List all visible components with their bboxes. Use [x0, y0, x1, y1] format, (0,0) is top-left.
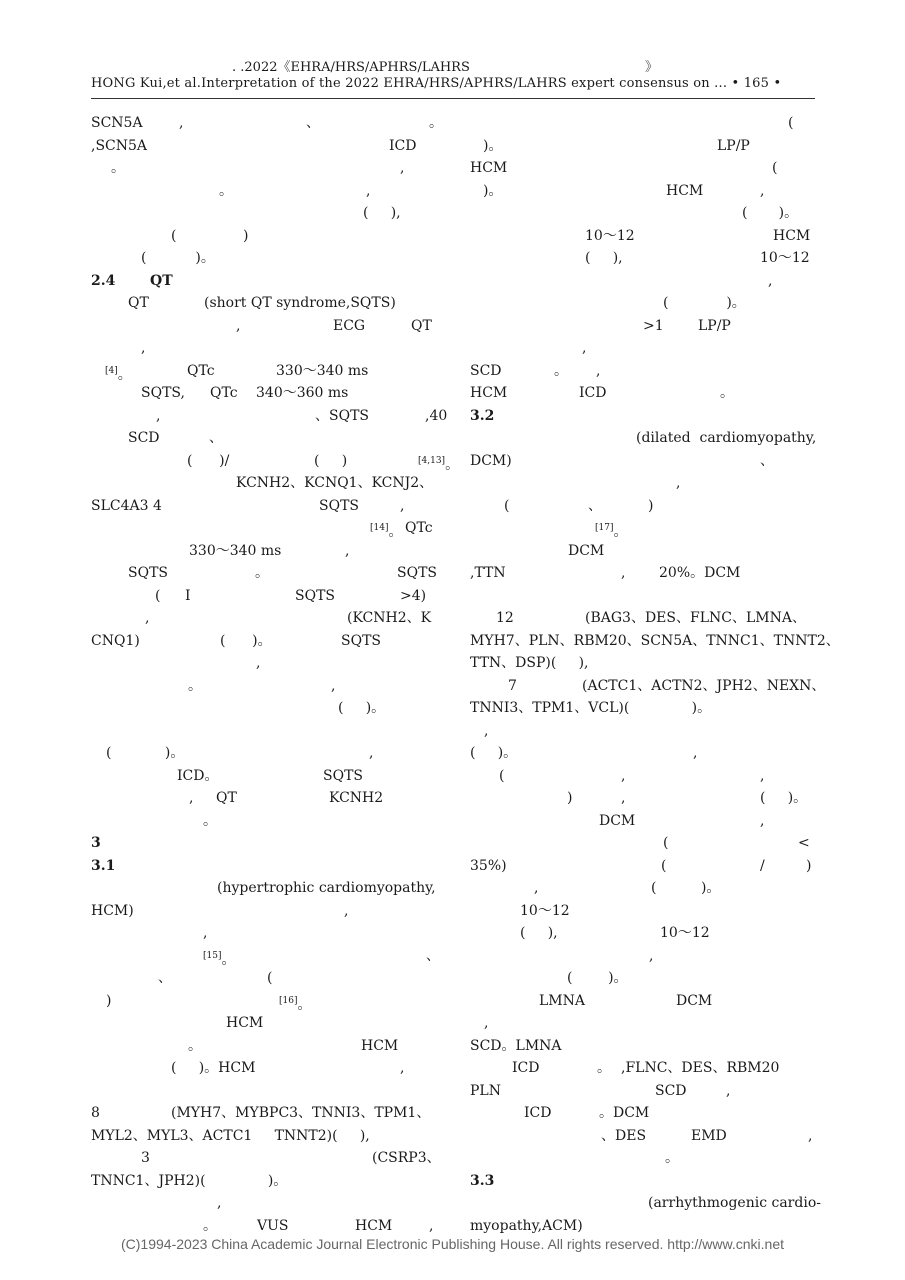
text-fragment: [17]。	[595, 523, 628, 540]
text-fragment: ,	[156, 407, 161, 424]
text-fragment: 、	[760, 452, 774, 469]
text-fragment: >4)	[400, 587, 427, 604]
text-line	[470, 360, 820, 383]
header-title-right: 》	[645, 60, 659, 75]
text-fragment: 35%)	[470, 857, 507, 874]
text-fragment: HCM	[773, 227, 811, 244]
text-line	[91, 135, 441, 158]
text-fragment: SQTS	[295, 587, 335, 604]
text-fragment: DCM	[568, 542, 605, 559]
text-fragment: VUS	[257, 1217, 289, 1234]
text-line	[470, 877, 820, 900]
text-line	[470, 810, 820, 833]
text-fragment: (	[772, 160, 778, 176]
text-line	[470, 675, 826, 698]
text-fragment: HCM	[226, 1015, 264, 1031]
text-line	[470, 1035, 820, 1058]
text-fragment: LMNA	[539, 992, 585, 1009]
text-line	[470, 900, 820, 923]
text-line	[470, 1170, 820, 1193]
text-fragment: (hypertrophic cardiomyopathy,	[217, 880, 436, 896]
text-fragment: (KCNH2、K	[347, 610, 432, 626]
text-fragment: ,	[621, 790, 626, 806]
text-fragment: )	[806, 857, 812, 874]
text-line	[470, 855, 820, 878]
text-fragment: ,	[145, 610, 150, 626]
text-fragment: EMD	[691, 1127, 727, 1144]
text-fragment: ICD。	[177, 767, 219, 784]
text-line	[470, 967, 820, 990]
text-line	[91, 855, 441, 878]
text-fragment: QTc	[405, 520, 433, 536]
text-fragment: ,	[693, 745, 698, 761]
text-fragment: ( )。	[651, 880, 721, 896]
text-fragment: ( ),	[520, 925, 558, 941]
text-fragment: ,	[621, 767, 626, 784]
text-line	[91, 180, 441, 203]
text-fragment: ( )。HCM	[171, 1060, 256, 1076]
text-fragment: HCM	[666, 182, 704, 199]
text-fragment: SCD	[128, 430, 160, 446]
text-fragment: 。	[203, 1217, 217, 1234]
text-fragment: ,	[726, 1082, 731, 1099]
text-fragment: KCNH2	[329, 790, 384, 806]
text-fragment: ( )。	[567, 970, 628, 986]
text-line	[470, 427, 820, 450]
text-fragment: SQTS	[319, 497, 359, 514]
header-title-left: . .2022《EHRA/HRS/APHRS/LAHRS	[232, 60, 470, 75]
text-fragment: SCD	[470, 362, 502, 379]
text-fragment: (	[499, 767, 505, 784]
text-fragment: 。	[429, 115, 443, 131]
text-line	[470, 405, 820, 428]
text-line	[91, 922, 441, 945]
text-fragment: ,	[760, 182, 765, 199]
text-fragment: 、	[426, 947, 440, 964]
text-line	[470, 382, 820, 405]
text-fragment: CNQ1)	[91, 632, 140, 649]
text-fragment: 。	[554, 362, 568, 379]
text-fragment: ,	[676, 475, 681, 491]
text-fragment: ( )。	[760, 790, 808, 806]
text-fragment: LP/P	[717, 137, 750, 154]
text-line	[91, 405, 448, 428]
text-fragment: )	[567, 790, 573, 806]
text-line	[91, 945, 441, 968]
text-line	[470, 945, 820, 968]
citation-ref: [14]	[370, 523, 389, 533]
text-fragment: (CSRP3、	[372, 1150, 441, 1166]
text-fragment: )	[243, 227, 249, 244]
text-line	[91, 202, 441, 225]
text-fragment: TNNC1、JPH2)( )。	[91, 1172, 288, 1189]
text-fragment: 20%。DCM	[659, 565, 741, 581]
text-line	[91, 1057, 441, 1080]
text-fragment: ( )。	[220, 632, 272, 649]
text-fragment: SQTS	[341, 632, 381, 649]
text-fragment: DCM	[599, 812, 636, 829]
text-line	[470, 180, 820, 203]
text-line	[470, 247, 820, 270]
text-fragment: (arrhythmogenic cardio-	[648, 1195, 821, 1211]
text-fragment: ( ),	[585, 250, 623, 266]
text-fragment: HCM)	[91, 902, 134, 919]
text-line	[470, 1125, 820, 1148]
text-fragment: ,	[534, 880, 539, 896]
text-line	[470, 922, 820, 945]
text-fragment: ( )。	[141, 250, 215, 266]
text-fragment: ICD	[512, 1060, 540, 1076]
text-fragment: 。	[188, 677, 202, 694]
text-fragment: ( )。	[663, 295, 746, 311]
text-fragment: ,40	[425, 407, 448, 424]
running-header-english: HONG Kui,et al.Interpretation of the 2022 EHRA/HRS/APHRS/LAHRS expert consensus on ... • 165 •	[91, 76, 782, 91]
text-fragment: (dilated cardiomyopathy,	[636, 430, 817, 446]
text-fragment: 3	[141, 1150, 150, 1166]
text-fragment: TTN、DSP)( ),	[470, 655, 589, 671]
text-fragment: ,	[760, 767, 765, 784]
text-fragment: )。	[483, 182, 503, 199]
text-line	[91, 877, 441, 900]
text-line	[91, 337, 441, 360]
text-line	[470, 787, 820, 810]
text-fragment: [16]。	[279, 995, 312, 1013]
text-fragment: (	[171, 227, 177, 244]
text-fragment: (	[504, 497, 510, 514]
text-fragment: ,TTN	[470, 565, 506, 581]
text-fragment: 。	[188, 1037, 202, 1054]
text-line	[91, 1102, 441, 1125]
right-column	[470, 112, 840, 1237]
text-line	[91, 360, 441, 383]
text-fragment: 。	[255, 565, 269, 581]
text-fragment: HCM	[470, 160, 508, 176]
text-line	[470, 630, 840, 653]
text-fragment: ,	[621, 565, 626, 581]
text-fragment: SQTS,	[141, 385, 185, 401]
text-fragment: DCM)	[470, 452, 512, 469]
text-line	[91, 225, 441, 248]
text-fragment: ,	[344, 902, 349, 919]
text-line	[470, 517, 820, 540]
text-line	[470, 607, 820, 630]
text-fragment: 、	[209, 430, 223, 446]
text-fragment: 2.4	[91, 272, 116, 289]
text-fragment: ,	[484, 1015, 489, 1031]
text-fragment: 。	[219, 182, 233, 199]
text-line	[91, 1035, 441, 1058]
text-fragment: 3.1	[91, 857, 116, 874]
text-fragment: )	[106, 992, 112, 1009]
text-fragment: 340～360 ms	[256, 385, 349, 401]
text-fragment: ECG	[333, 317, 366, 334]
text-fragment: DCM	[676, 992, 713, 1009]
text-fragment: ,	[808, 1127, 813, 1144]
text-line	[470, 315, 820, 338]
text-line	[470, 1012, 820, 1035]
text-fragment: ,	[649, 947, 654, 964]
text-fragment: ,	[582, 340, 587, 356]
text-fragment: SQTS	[323, 767, 363, 784]
text-fragment: >1	[643, 317, 664, 334]
text-line	[91, 765, 441, 788]
text-line	[470, 1102, 820, 1125]
text-line	[91, 157, 441, 180]
text-fragment: ( )	[314, 452, 348, 469]
text-fragment: ( )。	[742, 205, 799, 221]
text-fragment: QTc	[210, 385, 238, 401]
text-fragment: 3	[91, 835, 101, 851]
text-fragment: ,	[189, 790, 194, 806]
text-line	[470, 225, 820, 248]
text-line	[91, 990, 441, 1013]
text-fragment: (ACTC1、ACTN2、JPH2、NEXN、	[582, 677, 826, 694]
text-fragment: 。	[597, 1060, 611, 1076]
text-line	[470, 1057, 820, 1080]
text-line	[470, 292, 820, 315]
text-fragment: 、	[158, 970, 172, 986]
text-fragment: Ⅰ	[185, 587, 191, 604]
text-fragment: (	[267, 970, 273, 986]
text-fragment: TNNI3、TPM1、VCL)( )。	[470, 700, 712, 716]
text-fragment: ,	[331, 677, 336, 694]
text-fragment: ,	[596, 362, 601, 379]
text-fragment: 12	[496, 610, 514, 626]
text-fragment: ,	[179, 115, 184, 131]
text-fragment: QT	[150, 272, 173, 289]
text-fragment: SQTS	[128, 565, 168, 581]
text-line	[470, 652, 820, 675]
text-line	[91, 315, 441, 338]
text-fragment: (	[788, 115, 794, 131]
text-line	[470, 1147, 820, 1170]
text-line	[91, 292, 441, 315]
text-fragment: ( )。	[470, 745, 518, 761]
text-line	[91, 810, 441, 833]
text-fragment: QT	[216, 790, 237, 806]
text-fragment: ,	[203, 925, 208, 941]
text-line	[470, 697, 820, 720]
citation-ref: [4]	[105, 365, 118, 376]
text-fragment: ,	[429, 1217, 434, 1234]
text-fragment: ,	[369, 745, 374, 761]
text-fragment: 。DCM	[599, 1105, 650, 1121]
text-line	[91, 675, 441, 698]
text-fragment: ,	[236, 317, 241, 334]
text-fragment: QT	[128, 295, 149, 311]
citation-ref: [17]	[595, 523, 614, 533]
text-fragment: HCM	[361, 1037, 399, 1054]
text-line	[91, 562, 441, 585]
text-line	[91, 382, 441, 405]
text-line	[470, 562, 820, 585]
text-fragment: ( )/	[187, 452, 230, 469]
text-line	[91, 1012, 441, 1035]
text-line	[470, 337, 820, 360]
text-fragment: [15]。	[203, 950, 236, 968]
text-line	[470, 540, 820, 563]
text-fragment: ICD	[579, 385, 607, 401]
text-fragment: ICD	[524, 1105, 552, 1121]
text-fragment: 。	[665, 1150, 679, 1166]
text-fragment: ,	[760, 812, 765, 829]
text-line	[470, 1080, 820, 1103]
text-fragment: 。	[111, 160, 125, 176]
text-line	[91, 787, 441, 810]
text-line	[470, 990, 820, 1013]
text-fragment: <	[798, 835, 810, 851]
text-fragment: 、	[306, 115, 320, 131]
text-line	[91, 607, 441, 630]
text-fragment: 10～12	[520, 902, 570, 919]
text-fragment: ( ),	[363, 205, 401, 221]
text-fragment: 330～340 ms	[189, 542, 282, 559]
text-line	[91, 540, 441, 563]
citation-ref: [4,13]	[418, 455, 446, 466]
left-column	[91, 112, 460, 1237]
text-fragment: 。	[203, 812, 217, 829]
text-fragment: PLN	[470, 1082, 501, 1099]
text-fragment: (MYH7、MYBPC3、TNNI3、TPM1、	[171, 1105, 431, 1121]
text-line	[91, 1170, 441, 1193]
text-line	[91, 247, 441, 270]
text-fragment: ICD	[389, 137, 417, 154]
text-fragment: [4]。	[105, 365, 132, 383]
text-fragment: (	[663, 835, 669, 851]
text-fragment: 10～12	[660, 925, 710, 941]
text-line	[91, 720, 441, 743]
text-line	[470, 450, 820, 473]
text-fragment: QT	[411, 317, 432, 334]
text-fragment: 3.2	[470, 407, 495, 424]
text-line	[470, 765, 820, 788]
text-fragment: 3.3	[470, 1172, 495, 1189]
text-fragment: 、SQTS	[315, 407, 369, 424]
text-fragment: /	[760, 857, 765, 874]
text-fragment: SCD	[655, 1082, 687, 1099]
text-line	[91, 112, 441, 135]
text-line	[91, 1215, 441, 1238]
text-fragment: (	[155, 587, 161, 604]
text-fragment: ,	[366, 182, 371, 199]
text-fragment: LP/P	[698, 317, 731, 334]
text-fragment: 10～12	[585, 227, 635, 244]
text-line	[91, 585, 441, 608]
text-line	[470, 270, 820, 293]
text-line	[91, 517, 441, 540]
text-fragment: myopathy,ACM)	[470, 1217, 583, 1234]
text-fragment: )	[648, 497, 654, 514]
text-fragment: ,	[484, 722, 489, 739]
text-fragment: ,SCN5A	[91, 137, 148, 154]
text-line	[470, 135, 820, 158]
text-line	[91, 1080, 441, 1103]
text-line	[91, 495, 441, 518]
text-line	[470, 495, 820, 518]
text-line	[470, 202, 820, 225]
text-line	[91, 427, 441, 450]
text-fragment: 10～12	[760, 250, 810, 266]
text-line	[470, 472, 820, 495]
text-fragment: ,	[400, 160, 405, 176]
text-line	[91, 450, 460, 473]
text-fragment: 。	[720, 385, 734, 401]
text-line	[91, 630, 441, 653]
text-line	[91, 270, 441, 293]
text-fragment: ,	[217, 1195, 222, 1211]
text-line	[91, 1147, 441, 1170]
text-fragment: MYL2、MYL3、ACTC1 TNNT2)( ),	[91, 1127, 370, 1144]
text-fragment: HCM	[355, 1217, 393, 1234]
text-fragment: ,	[256, 655, 261, 671]
text-fragment: ( )。	[106, 745, 185, 761]
text-fragment: ,	[400, 497, 405, 514]
text-line	[91, 832, 441, 855]
text-line	[470, 720, 820, 743]
text-fragment: 、DES	[601, 1127, 647, 1144]
copyright-footer: (C)1994-2023 China Academic Journal Electronic Publishing House. All rights reserved. http://www.cnki.net	[121, 1236, 784, 1252]
text-fragment: ( )。	[338, 700, 386, 716]
text-fragment: (short QT syndrome,SQTS)	[204, 295, 396, 311]
text-line	[470, 832, 820, 855]
text-fragment: HCM	[470, 385, 508, 401]
text-fragment: [4,13]。	[418, 455, 460, 473]
text-line	[91, 900, 441, 923]
text-fragment: ,FLNC、DES、RBM20	[621, 1060, 780, 1076]
text-line	[470, 157, 820, 180]
text-fragment: SCN5A	[91, 115, 143, 131]
text-fragment: 7	[508, 677, 517, 694]
citation-ref: [15]	[203, 950, 222, 961]
text-line	[470, 742, 820, 765]
text-fragment: )。	[483, 137, 503, 154]
text-line	[470, 585, 820, 608]
text-fragment: ,	[141, 340, 146, 356]
text-fragment: SCD。LMNA	[470, 1037, 562, 1054]
text-fragment: (	[661, 857, 667, 874]
text-fragment: 8	[91, 1105, 100, 1121]
text-line	[470, 1215, 820, 1238]
text-line	[91, 1192, 441, 1215]
text-fragment: KCNH2、KCNQ1、KCNJ2、	[236, 475, 434, 491]
text-line	[470, 1192, 820, 1215]
text-line	[91, 1125, 441, 1148]
text-line	[91, 472, 441, 495]
text-fragment: 、	[588, 497, 602, 514]
text-fragment: SQTS	[397, 565, 437, 581]
text-line	[91, 967, 441, 990]
text-line	[470, 112, 820, 135]
text-fragment: [14]。	[370, 523, 403, 540]
text-line	[91, 742, 441, 765]
citation-ref: [16]	[279, 995, 298, 1006]
text-fragment: ,	[345, 542, 350, 559]
text-line	[91, 652, 441, 675]
text-fragment: ,	[400, 1060, 405, 1076]
text-line	[91, 697, 441, 720]
text-fragment: SLC4A3 4	[91, 497, 162, 514]
text-fragment: ,	[768, 272, 773, 289]
text-fragment: (BAG3、DES、FLNC、LMNA、	[585, 610, 806, 626]
text-fragment: QTc	[187, 362, 215, 379]
header-rule	[91, 98, 815, 99]
text-fragment: 330～340 ms	[276, 362, 369, 379]
text-fragment: MYH7、PLN、RBM20、SCN5A、TNNC1、TNNT2、	[470, 632, 840, 649]
